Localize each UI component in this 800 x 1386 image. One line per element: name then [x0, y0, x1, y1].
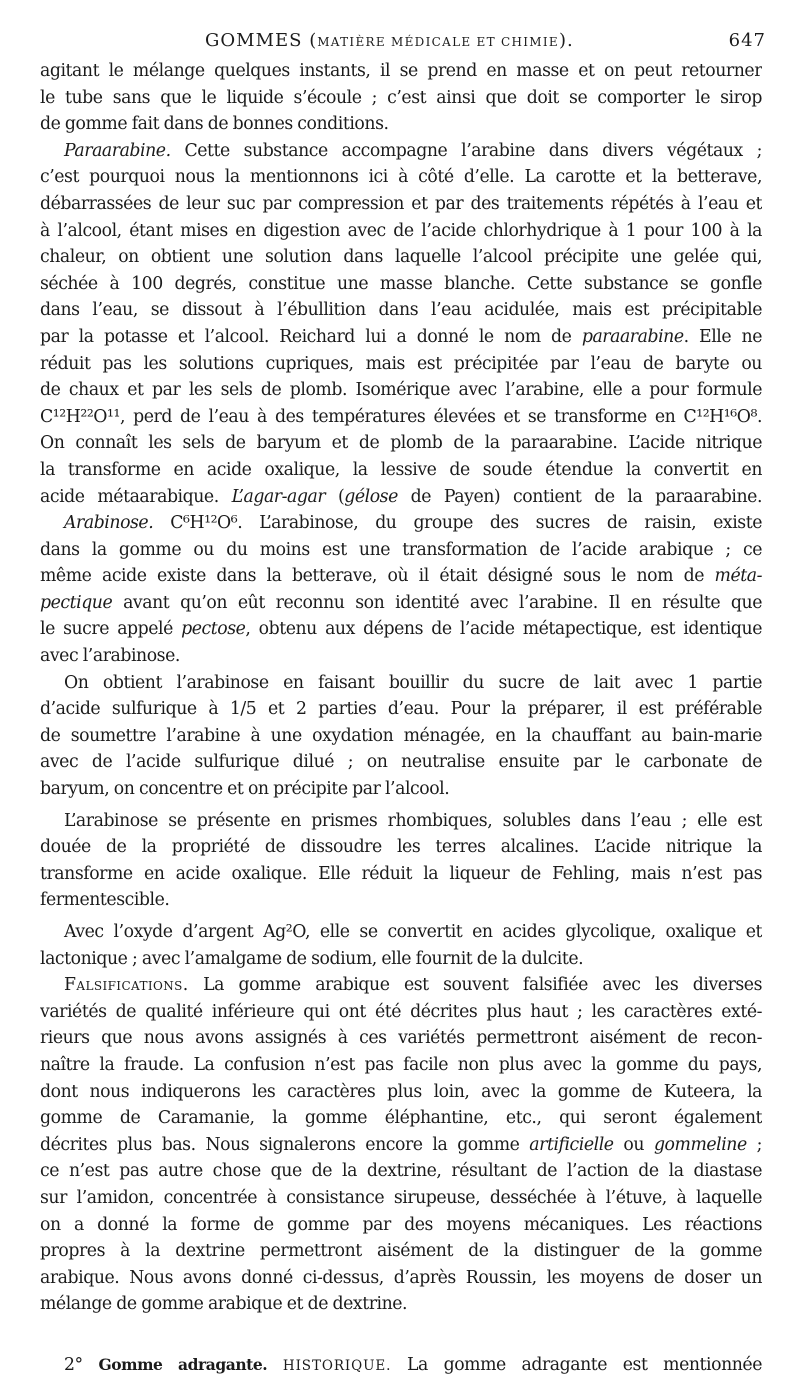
text-line: douée de la propriété de dissoudre les terres alcalines. L’acide nitrique la	[40, 837, 762, 858]
text-line: pectique avant qu’on eût reconnu son identité avec l’arabine. Il en résulte que	[40, 592, 762, 613]
text-line: de chaux et par les sels de plomb. Isomérique avec l’arabine, elle a pour formule	[40, 380, 762, 401]
text-line: transforme en acide oxalique. Elle réduit la liqueur de Fehling, mais n’est pas	[40, 863, 762, 884]
text-line: sur l’amidon, concentrée à consistance sirupeuse, desséchée à l’étuve, à laquelle	[40, 1187, 762, 1208]
text-line: fermentescible.	[40, 890, 170, 911]
text-line: réduit pas les solutions cupriques, mais est précipitée par l’eau de baryte ou	[40, 353, 762, 374]
formula-line: C¹²H²²O¹¹, perd de l’eau à des températures élevées et se transforme en C¹²H¹⁶O⁸.	[40, 406, 762, 427]
text-line: variétés de qualité inférieure qui ont été décrites plus haut ; les caractères exté-	[40, 1001, 762, 1022]
text-line: c’est pourquoi nous la mentionnons ici à côté d’elle. La carotte et la betterave,	[40, 167, 762, 188]
text-line: rieurs que nous avons assignés à ces variétés permettront aisément de recon-	[40, 1028, 762, 1049]
text-line: de soumettre l’arabine à une oxydation ménagée, en la chauffant au bain-marie	[40, 725, 762, 746]
text-line: par la potasse et l’alcool. Reichard lui a donné le nom de paraarabine. Elle ne	[40, 326, 762, 347]
text-line: L’arabinose se présente en prismes rhombiques, solubles dans l’eau ; elle est	[64, 810, 762, 831]
section-heading: 2° Gomme adragante. HISTORIQUE. La gomme adragante est mentionnée	[64, 1354, 762, 1375]
text-line: chaleur, on obtient une solution dans laquelle l’alcool précipite une gelée qui,	[40, 247, 762, 268]
text-line: dans l’eau, se dissout à l’ébullition dans l’eau acidulée, mais est précipitable	[40, 300, 762, 321]
text-line: le sucre appelé pectose, obtenu aux dépens de l’acide métapectique, est identique	[40, 619, 762, 640]
text-line: décrites plus bas. Nous signalerons encore la gomme artificielle ou gommeline ;	[40, 1134, 762, 1155]
text-line: mélange de gomme arabique et de dextrine.	[40, 1294, 408, 1315]
text-line: Paraarabine. Cette substance accompagne l’arabine dans divers végétaux ;	[64, 140, 762, 161]
text-line: débarrassées de leur suc par compression et par des traitements répétés à l’eau et	[40, 193, 762, 214]
text-line: Falsifications. La gomme arabique est souvent falsifiée avec les diverses	[64, 975, 762, 996]
text-line: agitant le mélange quelques instants, il se prend en masse et on peut retourner	[40, 61, 762, 81]
text-line: naître la fraude. La confusion n’est pas facile non plus avec la gomme du pays,	[40, 1054, 762, 1075]
text-line: le tube sans que le liquide s’écoule ; c’est ainsi que doit se comporter le sirop	[40, 87, 762, 108]
text-line: séchée à 100 degrés, constitue une masse blanche. Cette substance se gonfle	[40, 273, 762, 294]
text-line: dont nous indiquerons les caractères plus loin, avec la gomme de Kuteera, la	[40, 1081, 762, 1102]
text-line: Avec l’oxyde d’argent Ag²O, elle se convertit en acides glycolique, oxalique et	[64, 922, 762, 942]
text-line: dans la gomme ou du moins est une transformation de l’acide arabique ; ce	[40, 539, 762, 560]
text-line: arabique. Nous avons donné ci-dessus, d’après Roussin, les moyens de doser un	[40, 1267, 762, 1288]
text-line: acide métaarabique. L’agar-agar (gélose de Payen) contient de la paraarabine.	[40, 486, 762, 507]
text-line: Arabinose. C⁶H¹²O⁶. L’arabinose, du groupe des sucres de raisin, existe	[64, 513, 762, 534]
text-line: On connaît les sels de baryum et de plomb de la paraarabine. L’acide nitrique	[40, 433, 762, 454]
body-text	[40, 58, 762, 1379]
text-line: même acide existe dans la betterave, où il était désigné sous le nom de méta-	[40, 566, 762, 587]
text-line: baryum, on concentre et on précipite par l’alcool.	[40, 779, 450, 800]
text-line: lactonique ; avec l’amalgame de sodium, elle fournit de la dulcite.	[40, 948, 584, 969]
text-line: d’acide sulfurique à 1/5 et 2 parties d’eau. Pour la préparer, il est préférable	[40, 699, 762, 720]
running-title: GOMMES (MATIÈRE MÉDICALE ET CHIMIE).	[205, 30, 574, 51]
page-number: 647	[728, 30, 766, 51]
text-line: propres à la dextrine permettront aisément de la distinguer de la gomme	[40, 1241, 762, 1262]
text-line: avec l’arabinose.	[40, 646, 180, 667]
running-head	[40, 26, 780, 56]
text-line: ce n’est pas autre chose que de la dextrine, résultant de l’action de la diastase	[40, 1161, 762, 1182]
text-line: On obtient l’arabinose en faisant bouillir du sucre de lait avec 1 partie	[64, 672, 762, 693]
text-line: la transforme en acide oxalique, la lessive de soude étendue la convertit en	[40, 459, 762, 480]
text-line: on a donné la forme de gomme par des moyens mécaniques. Les réactions	[40, 1214, 762, 1235]
text-line: de gomme fait dans de bonnes conditions.	[40, 114, 389, 135]
text-line: gomme de Caramanie, la gomme éléphantine, etc., qui seront également	[40, 1108, 762, 1129]
text-line: avec de l’acide sulfurique dilué ; on neutralise ensuite par le carbonate de	[40, 752, 762, 773]
text-line: à l’alcool, étant mises en digestion avec de l’acide chlorhydrique à 1 pour 100 à la	[40, 220, 762, 241]
